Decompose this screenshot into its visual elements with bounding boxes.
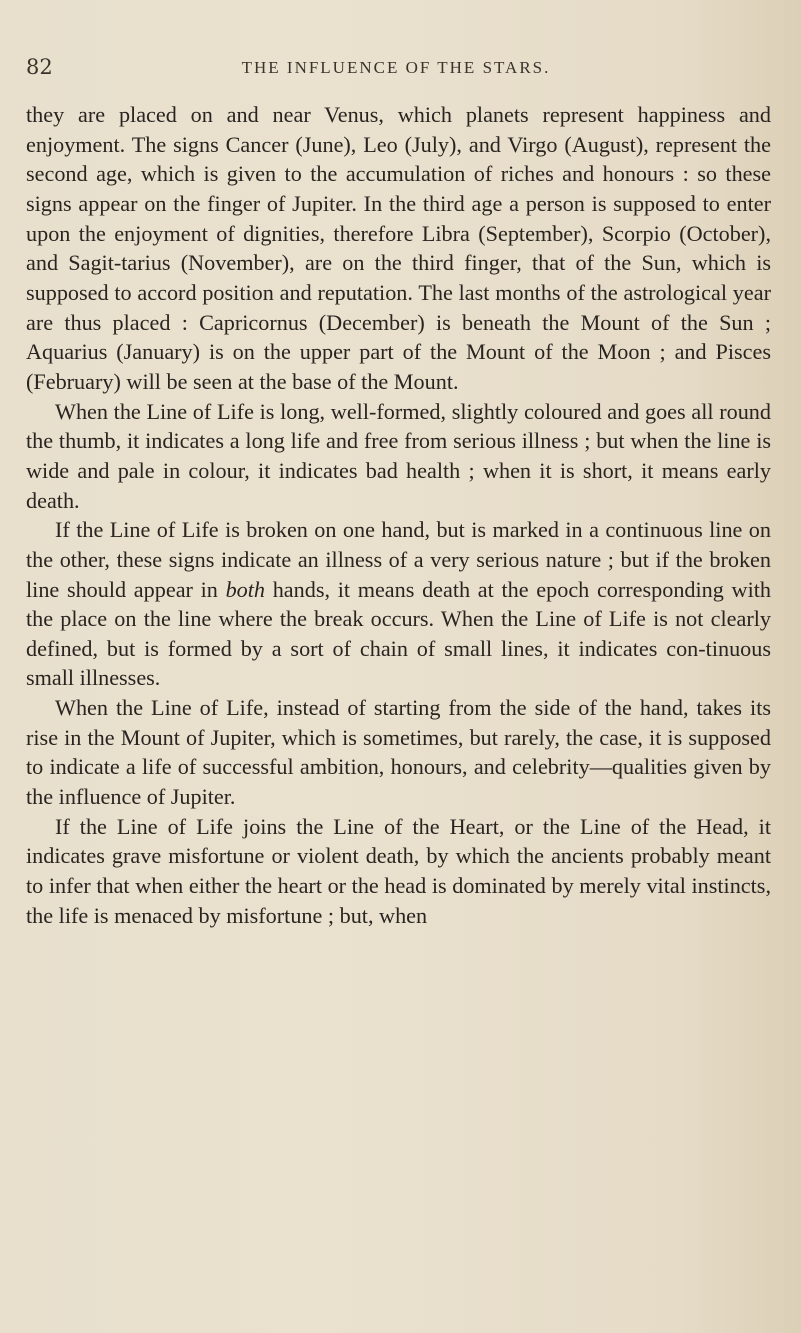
- paragraph-text: hands, it means death at the epoch corresponding with the place on the line where the break occurs. When the Line of Life is not clearly defined, but is formed by a sort of chain of small lines, it indicates con-tinuous small illnesses.: [26, 576, 771, 691]
- paragraph: [26, 515, 771, 693]
- body-text: [26, 100, 771, 930]
- paragraph: If the Line of Life joins the Line of the Heart, or the Line of the Head, it indicates grave misfortune or violent death, by which the ancients probably meant to infer that when either the heart or the head is dominated by merely vital instincts, the life is menaced by misfortune ; but, when: [26, 813, 771, 928]
- paragraph: When the Line of Life is long, well-formed, slightly coloured and goes all round the thumb, it indicates a long life and free from serious illness ; but when the line is wide and pale in colour, it indicates bad health ; when it is short, it means early death.: [26, 398, 771, 513]
- page-header: [26, 55, 766, 85]
- running-title: THE INFLUENCE OF THE STARS.: [241, 58, 551, 77]
- emphasized-word: both: [225, 576, 266, 602]
- paragraph-text: If the Line of Life is broken on one hand, but is marked in a continuous line on the other, these signs indicate an illness of a very serious nature ; but if the broken line should appear in: [26, 517, 771, 602]
- page-number: 82: [26, 55, 53, 79]
- paragraph: When the Line of Life, instead of starting from the side of the hand, takes its rise in the Mount of Jupiter, which is sometimes, but rarely, the case, it is supposed to indicate a life of successful ambition, honours, and celebrity—qualities given by the influence of Jupiter.: [26, 695, 771, 810]
- paragraph: they are placed on and near Venus, which planets represent happiness and enjoyment. The signs Cancer (June), Leo (July), and Virgo (August), represent the second age, which is given to the accumulation of riches and honours : so these signs appear on the finger of Jupiter. In the third age a person is supposed to enter upon the enjoyment of dignities, therefore Libra (September), Scorpio (October), and Sagit-tarius (November), are on the third finger, that of the Sun, which is supposed to accord position and reputation. The last months of the astrological year are thus placed : Capricornus (December) is beneath the Mount of the Sun ; Aquarius (January) is on the upper part of the Mount of the Moon ; and Pisces (February) will be seen at the base of the Mount.: [26, 102, 771, 394]
